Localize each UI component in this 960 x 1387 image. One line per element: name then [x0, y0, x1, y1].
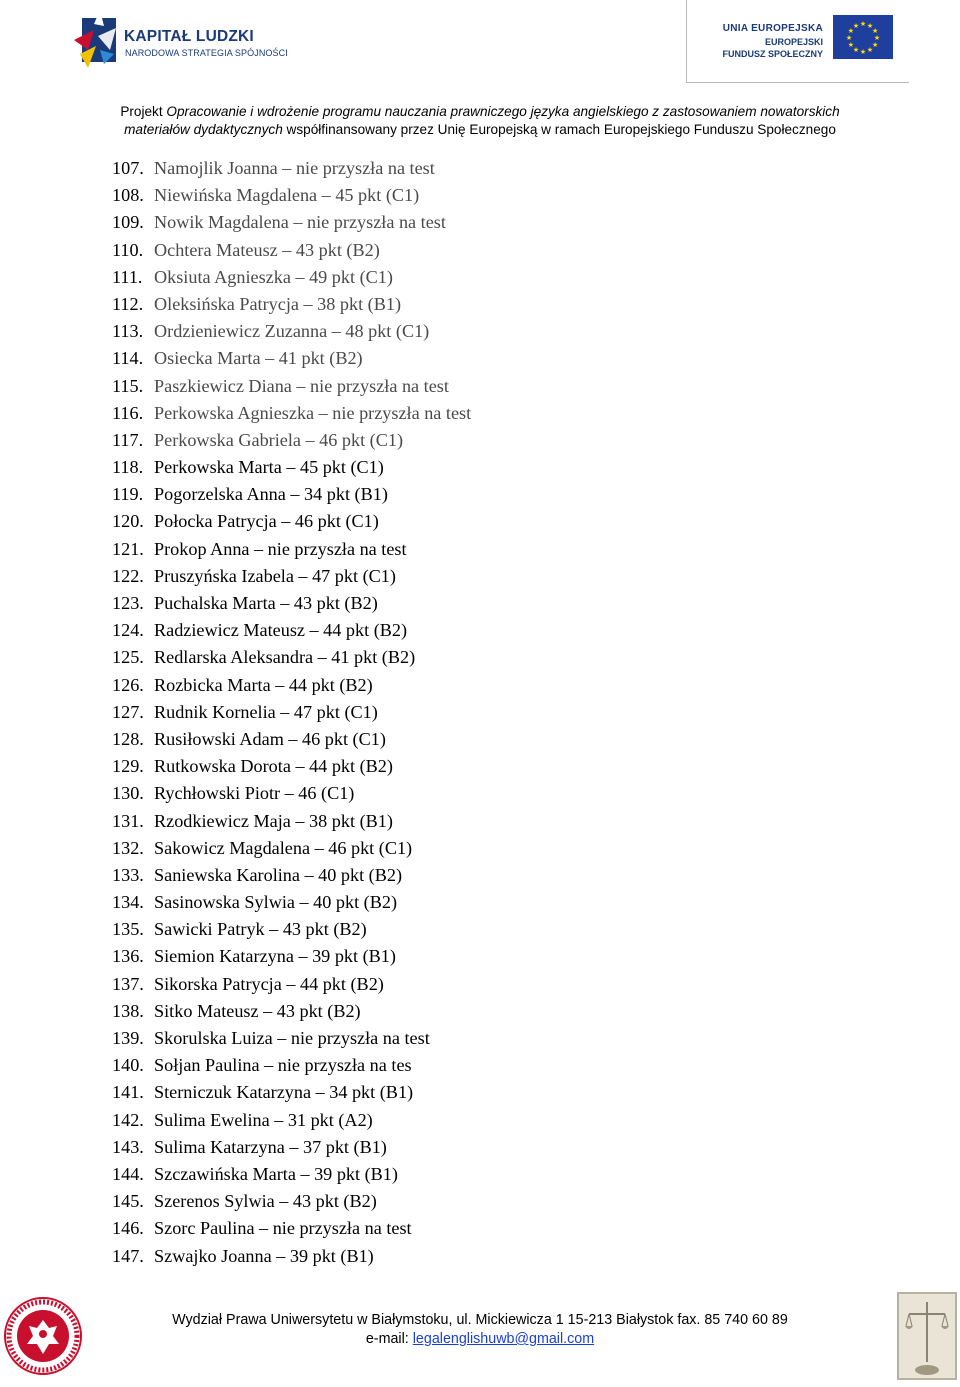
list-item-number: 127.: [112, 701, 144, 722]
list-item-number: 131.: [112, 810, 144, 831]
list-item-text: Pogorzelska Anna – 34 pkt (B1): [154, 484, 388, 505]
list-item: [112, 1243, 471, 1270]
eu-star-icon: ★: [852, 21, 860, 30]
list-item-text: Rudnik Kornelia – 47 pkt (C1): [154, 701, 378, 722]
list-item-text: Sasinowska Sylwia – 40 pkt (B2): [154, 892, 398, 913]
list-item: [112, 699, 471, 726]
list-item-text: Sikorska Patrycja – 44 pkt (B2): [154, 973, 384, 994]
list-item-number: 122.: [112, 565, 144, 586]
list-item: [112, 1188, 471, 1215]
eu-star-icon: ★: [847, 27, 855, 35]
list-item-text: Rutkowska Dorota – 44 pkt (B2): [154, 756, 393, 777]
list-item: [112, 726, 471, 753]
list-item: [112, 1107, 471, 1134]
list-item-text: Rychłowski Piotr – 46 (C1): [154, 783, 355, 804]
list-item: [112, 780, 471, 807]
list-item: [112, 808, 471, 835]
list-item-text: Saniewska Karolina – 40 pkt (B2): [154, 864, 403, 885]
eu-star-icon: ★: [845, 34, 853, 42]
list-item-text: Szczawińska Marta – 39 pkt (B1): [154, 1163, 398, 1184]
list-item-text: Szerenos Sylwia – 43 pkt (B2): [154, 1191, 377, 1212]
list-item-number: 141.: [112, 1082, 144, 1103]
justice-scales-logo: [897, 1292, 957, 1380]
list-item-number: 124.: [112, 620, 144, 641]
list-item-text: Siemion Katarzyna – 39 pkt (B1): [154, 946, 396, 967]
footer: [0, 1311, 960, 1349]
list-item-number: 118.: [112, 457, 144, 478]
list-item: [112, 943, 471, 970]
list-item-text: Rzodkiewicz Maja – 38 pkt (B1): [154, 810, 393, 831]
eu-logo-box: [686, 0, 909, 83]
list-item-text: Puchalska Marta – 43 pkt (B2): [154, 593, 378, 613]
list-item-number: 107.: [112, 158, 144, 178]
footer-email-line: [0, 1330, 960, 1349]
list-item: [112, 182, 471, 209]
eu-line2: EUROPEJSKI: [764, 37, 823, 47]
list-item: [112, 400, 471, 427]
kapital-ludzki-mark-icon: [74, 10, 120, 68]
list-item: [112, 644, 471, 671]
list-item-number: 139.: [112, 1028, 144, 1048]
footer-address: Wydział Prawa Uniwersytetu w Białymstoku, ul. Mickiewicza 1 15-213 Białystok fax. 85 740 60 89: [172, 1312, 788, 1328]
list-item-number: 111.: [112, 266, 143, 287]
list-item-text: Oksiuta Agnieszka – 49 pkt (C1): [154, 266, 393, 287]
list-item-number: 108.: [112, 185, 144, 206]
list-item-text: Sulima Ewelina – 31 pkt (A2): [154, 1109, 373, 1130]
list-item-number: 137.: [112, 973, 144, 994]
list-item-number: 142.: [112, 1109, 144, 1130]
eu-line3: FUNDUSZ SPOŁECZNY: [722, 49, 823, 59]
list-item: [112, 563, 471, 590]
list-item: [112, 427, 471, 454]
list-item-text: Radziewicz Mateusz – 44 pkt (B2): [154, 620, 408, 641]
project-line1: [0, 103, 960, 121]
list-item-text: Szorc Paulina – nie przyszła na test: [154, 1218, 412, 1239]
list-item-number: 121.: [112, 538, 144, 559]
list-item-number: 115.: [112, 375, 144, 396]
list-item-number: 147.: [112, 1245, 144, 1266]
list-item-text: Rozbicka Marta – 44 pkt (B2): [154, 674, 373, 695]
list-item: [112, 536, 471, 563]
list-item-text: Perkowska Marta – 45 pkt (C1): [154, 457, 384, 478]
list-item: [112, 508, 471, 535]
list-item-text: Oleksińska Patrycja – 38 pkt (B1): [154, 293, 402, 314]
kapital-ludzki-logo: [74, 10, 288, 72]
list-item: [112, 617, 471, 644]
project-title-line2: materiałów dydaktycznych: [124, 122, 283, 137]
list-item-number: 114.: [112, 348, 144, 369]
list-item-text: Rusiłowski Adam – 46 pkt (C1): [154, 728, 386, 749]
list-item-text: Sakowicz Magdalena – 46 pkt (C1): [154, 837, 413, 858]
list-item: [112, 1161, 471, 1188]
kl-title: KAPITAŁ LUDZKI: [124, 28, 254, 45]
list-item: [112, 998, 471, 1025]
list-item-text: Paszkiewicz Diana – nie przyszła na test: [154, 375, 449, 396]
list-item-text: Ochtera Mateusz – 43 pkt (B2): [154, 239, 380, 260]
list-item: [112, 209, 471, 236]
list-item: [112, 1079, 471, 1106]
list-item-number: 126.: [112, 674, 144, 695]
list-item: [112, 916, 471, 943]
list-item: [112, 481, 471, 508]
list-item-number: 110.: [112, 239, 144, 260]
list-item-text: Namojlik Joanna – nie przyszła na test: [154, 158, 435, 178]
email-link[interactable]: legalenglishuwb@gmail.com: [412, 1331, 595, 1347]
list-item-text: Nowik Magdalena – nie przyszła na test: [154, 212, 446, 233]
eu-flag-icon: [833, 15, 893, 59]
list-item: [112, 889, 471, 916]
list-item-text: Prokop Anna – nie przyszła na test: [154, 538, 407, 559]
list-item-number: 123.: [112, 593, 144, 613]
project-prefix: Projekt: [120, 104, 167, 119]
footer-email-label: e-mail:: [365, 1331, 413, 1347]
project-line2: [0, 121, 960, 139]
eu-star-icon: ★: [871, 27, 879, 35]
list-item-text: Pruszyńska Izabela – 47 pkt (C1): [154, 565, 396, 586]
eu-star-icon: ★: [866, 46, 874, 55]
eu-star-icon: ★: [859, 20, 867, 28]
list-item-text: Skorulska Luiza – nie przyszła na test: [154, 1028, 430, 1048]
eu-star-icon: ★: [859, 48, 867, 56]
eu-text: [722, 23, 823, 59]
list-item-text: Osiecka Marta – 41 pkt (B2): [154, 348, 363, 369]
eu-star-icon: ★: [852, 46, 860, 55]
list-item: [112, 155, 471, 182]
list-item: [112, 672, 471, 699]
list-item: [112, 454, 471, 481]
list-item-number: 133.: [112, 864, 144, 885]
list-item-number: 135.: [112, 919, 144, 940]
list-item-text: Perkowska Gabriela – 46 pkt (C1): [154, 429, 404, 450]
eu-star-icon: ★: [871, 41, 879, 49]
list-item-text: Sterniczuk Katarzyna – 34 pkt (B1): [154, 1082, 414, 1103]
list-item: [112, 590, 471, 617]
list-item-number: 109.: [112, 212, 144, 233]
list-item-text: Redlarska Aleksandra – 41 pkt (B2): [154, 647, 416, 668]
list-item: [112, 264, 471, 291]
list-item-text: Połocka Patrycja – 46 pkt (C1): [154, 511, 379, 532]
list-item-number: 120.: [112, 511, 144, 532]
list-item-text: Szwajko Joanna – 39 pkt (B1): [154, 1245, 374, 1266]
list-item-text: Sołjan Paulina – nie przyszła na tes: [154, 1055, 412, 1076]
list-item-number: 136.: [112, 946, 144, 967]
list-item: [112, 862, 471, 889]
list-item-text: Sulima Katarzyna – 37 pkt (B1): [154, 1136, 387, 1157]
results-list: [112, 155, 471, 1270]
list-item: [112, 753, 471, 780]
list-item-number: 138.: [112, 1000, 144, 1021]
list-item-number: 129.: [112, 756, 144, 777]
list-item-number: 130.: [112, 783, 144, 804]
list-item-text: Perkowska Agnieszka – nie przyszła na test: [154, 402, 472, 423]
list-item-number: 116.: [112, 402, 144, 423]
list-item: [112, 1052, 471, 1079]
list-item-number: 117.: [112, 429, 144, 450]
list-item: [112, 237, 471, 264]
list-item: [112, 1025, 471, 1052]
list-item-number: 128.: [112, 728, 144, 749]
list-item-text: Sitko Mateusz – 43 pkt (B2): [154, 1000, 361, 1021]
list-item-number: 125.: [112, 647, 144, 668]
list-item-number: 144.: [112, 1163, 144, 1184]
list-item: [112, 318, 471, 345]
list-item-text: Niewińska Magdalena – 45 pkt (C1): [154, 185, 420, 206]
list-item: [112, 835, 471, 862]
eu-star-icon: ★: [847, 41, 855, 49]
list-item-text: Ordzieniewicz Zuzanna – 48 pkt (C1): [154, 321, 430, 342]
list-item-number: 146.: [112, 1218, 144, 1239]
list-item: [112, 1215, 471, 1242]
list-item-number: 143.: [112, 1136, 144, 1157]
project-cofinanced: współfinansowany przez Unię Europejską w ramach Europejskiego Funduszu Społecznego: [282, 122, 836, 137]
eu-star-icon: ★: [873, 34, 881, 42]
list-item-number: 132.: [112, 837, 144, 858]
list-item-number: 140.: [112, 1055, 144, 1076]
project-title-line1: Opracowanie i wdrożenie programu nauczania prawniczego języka angielskiego z zastosowaniem nowatorskich: [166, 104, 840, 119]
kl-subtitle: NARODOWA STRATEGIA SPÓJNOŚCI: [125, 48, 288, 58]
list-item: [112, 971, 471, 998]
list-item-number: 112.: [112, 293, 144, 314]
list-item-number: 119.: [112, 484, 144, 505]
eu-star-icon: ★: [866, 21, 874, 30]
list-item-number: 113.: [112, 321, 144, 342]
list-item: [112, 373, 471, 400]
list-item: [112, 291, 471, 318]
eu-line1: UNIA EUROPEJSKA: [722, 23, 823, 34]
list-item-text: Sawicki Patryk – 43 pkt (B2): [154, 919, 367, 940]
list-item-number: 134.: [112, 892, 144, 913]
list-item-number: 145.: [112, 1191, 144, 1212]
project-title: [0, 103, 960, 139]
list-item: [112, 1134, 471, 1161]
list-item: [112, 345, 471, 372]
